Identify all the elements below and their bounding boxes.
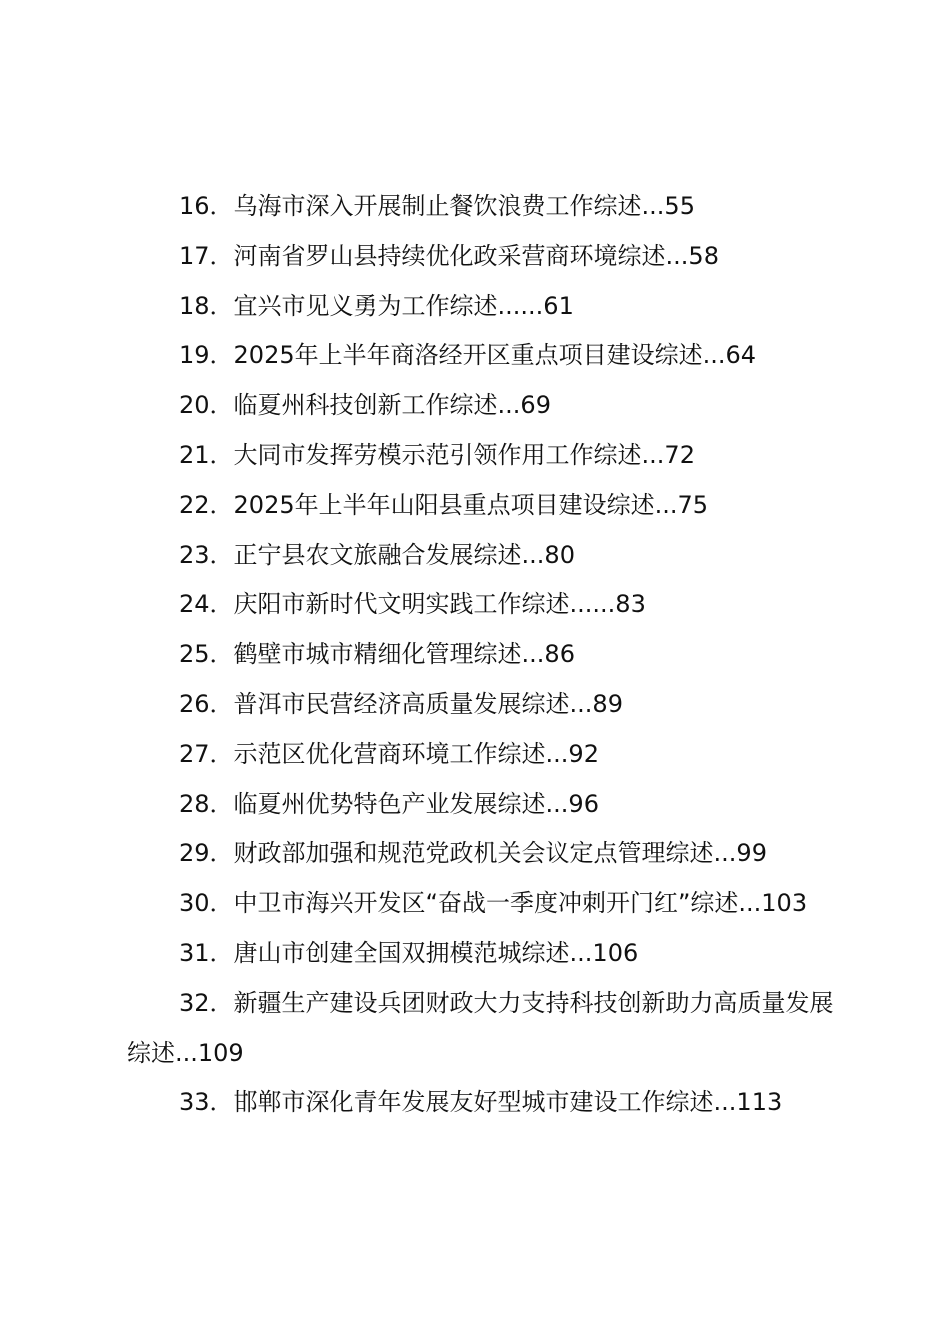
toc-entry-24: 24．庆阳市新时代文明实践工作综述......83 <box>179 590 646 619</box>
toc-entry-26: 26．普洱市民营经济高质量发展综述...89 <box>179 689 623 718</box>
toc-entry-18: 18．宜兴市见义勇为工作综述......61 <box>179 291 574 320</box>
toc-entry-25: 25．鹤壁市城市精细化管理综述...86 <box>179 640 575 669</box>
toc-entry-17: 17．河南省罗山县持续优化政采营商环境综述...58 <box>179 241 719 270</box>
toc-entry-23: 23．正宁县农文旅融合发展综述...80 <box>179 540 575 569</box>
toc-entry-33: 33．邯郸市深化青年发展友好型城市建设工作综述...113 <box>179 1088 783 1117</box>
toc-entry-32: 32．新疆生产建设兵团财政大力支持科技创新助力高质量发展综述...109 <box>127 988 834 1067</box>
toc-entry-21: 21．大同市发挥劳模示范引领作用工作综述...72 <box>179 440 695 469</box>
toc-entry-29: 29．财政部加强和规范党政机关会议定点管理综述...99 <box>179 839 767 868</box>
toc-entry-19: 19．2025年上半年商洛经开区重点项目建设综述...64 <box>179 341 757 370</box>
toc-entry-27: 27．示范区优化营商环境工作综述...92 <box>179 739 599 768</box>
toc-entry-31: 31．唐山市创建全国双拥模范城综述...106 <box>179 938 639 967</box>
toc-entry-22: 22．2025年上半年山阳县重点项目建设综述...75 <box>179 490 709 519</box>
toc-entry-30: 30．中卫市海兴开发区“奋战一季度冲刺开门红”综述...103 <box>179 889 808 918</box>
toc-entry-28: 28．临夏州优势特色产业发展综述...96 <box>179 789 599 818</box>
table-of-contents <box>127 182 839 1128</box>
toc-entry-16: 16．乌海市深入开展制止餐饮浪费工作综述...55 <box>179 192 695 220</box>
toc-entry-20: 20．临夏州科技创新工作综述...69 <box>179 391 551 420</box>
